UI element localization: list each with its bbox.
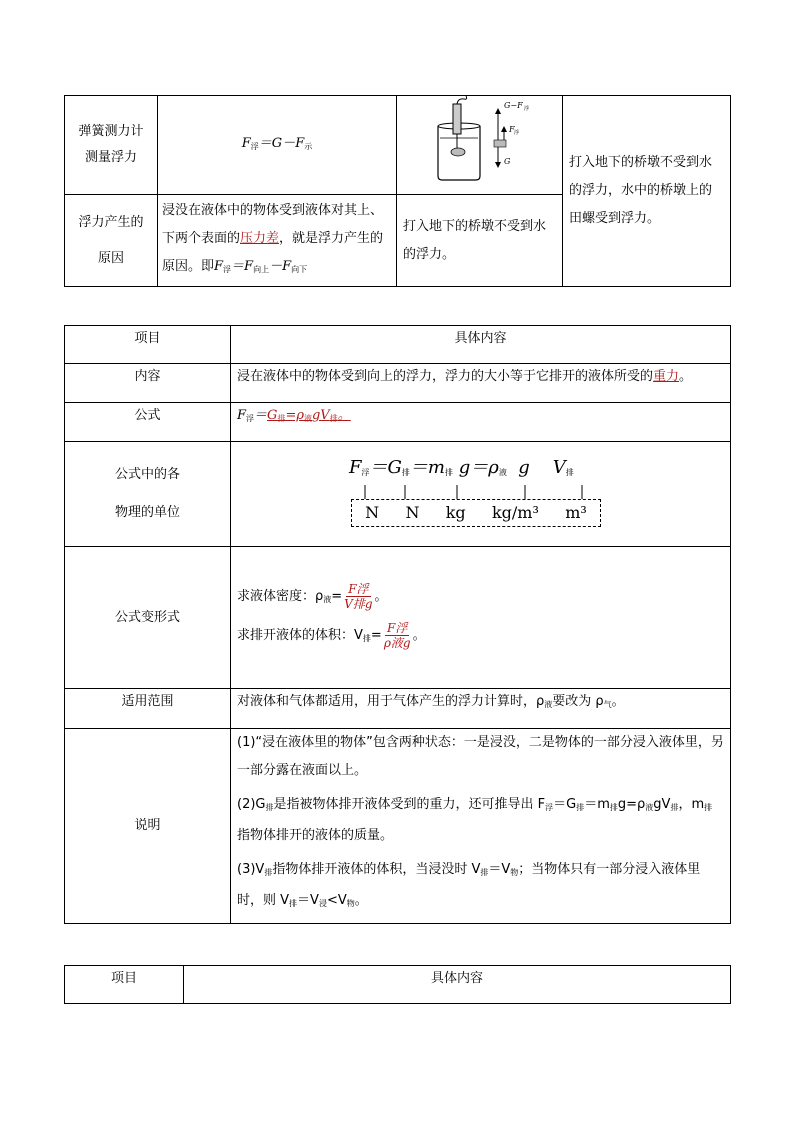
table-archimedes xyxy=(64,325,731,924)
right-note xyxy=(563,96,731,287)
unit-volume: m³ xyxy=(565,502,587,522)
header-content: 具体内容 xyxy=(231,326,731,364)
label-formula: 公式 xyxy=(65,403,231,442)
note-text: 打入地下的桥墩不受到水的浮力。 xyxy=(403,218,547,262)
scope-text: 对液体和气体都适用，用于气体产生的浮力计算时，$\rho_液$要改为 $\rho_气$。 xyxy=(231,689,731,729)
label-line-2: 测量浮力 xyxy=(84,150,137,165)
units-formula: $F_浮=G_排=m_排$ $g=\rho_液$ g $V_排$ xyxy=(349,456,574,478)
svg-text:F: F xyxy=(508,125,515,134)
origin-text xyxy=(158,195,397,287)
notes-cell xyxy=(231,729,731,924)
unit-ticks xyxy=(349,485,609,499)
header-content: 具体内容 xyxy=(184,966,731,1004)
label-line-1: 公式中的各 xyxy=(114,467,180,482)
label-transform: 公式变形式 xyxy=(65,547,231,689)
label-line-2: 物理的单位 xyxy=(114,505,180,520)
note-text: 打入地下的桥墩不受到水的浮力，水中的桥墩上的田螺受到浮力。 xyxy=(569,155,713,226)
density-formula: 求液体密度：$\rho_液=$ $\frac{\text{F浮}}{\text{V排g}}$ 。 xyxy=(237,581,388,611)
table-buoyancy-measure xyxy=(64,95,731,287)
svg-text:浮: 浮 xyxy=(513,130,519,136)
header-item: 项目 xyxy=(65,966,184,1004)
figure-cell xyxy=(397,96,563,195)
label-buoyancy-origin xyxy=(65,195,158,287)
svg-text:G−F: G−F xyxy=(503,101,523,110)
volume-formula: 求排开液体的体积：$V_排=$ $\frac{\text{F浮}}{\text{ρ液g}}$ 。 xyxy=(237,620,426,650)
fraction-density: $\frac{\text{F浮}}{\text{V排g}}$ xyxy=(344,581,373,611)
content-text: 浸在液体中的物体受到向上的浮力，浮力的大小等于它排开的液体所受的重力。 xyxy=(231,364,731,403)
label-spring-scale xyxy=(65,96,158,195)
fraction-volume: $\frac{\text{F浮}}{\text{ρ液g}}$ xyxy=(383,620,411,650)
header-item: 项目 xyxy=(65,326,231,364)
units-box xyxy=(351,499,601,527)
label-notes: 说明 xyxy=(65,729,231,924)
spring-scale-figure xyxy=(420,96,540,184)
unit-n-2: N xyxy=(405,502,420,522)
note-2: $(2)G_排$是指被物体排开液体受到的重力，还可推导出 $F_浮=G_排=m_排g=\rho_液gV_排$，$m_排$指物体排开的液体的质量。 xyxy=(237,797,713,843)
label-line-1: 弹簧测力计 xyxy=(78,124,144,139)
formula-spring-scale xyxy=(158,96,397,195)
table-next xyxy=(64,965,731,1004)
label-content: 内容 xyxy=(65,364,231,403)
units-diagram xyxy=(231,442,731,547)
transform-cell xyxy=(231,547,731,689)
unit-n-1: N xyxy=(365,502,380,522)
svg-text:G: G xyxy=(503,157,510,166)
svg-text:浮: 浮 xyxy=(523,106,529,112)
unit-density: kg/m³ xyxy=(491,502,539,522)
label-line-1: 浮力产生的 xyxy=(78,214,144,230)
label-scope: 适用范围 xyxy=(65,689,231,729)
formula-text: $F_浮=G-F_示$ xyxy=(241,135,313,151)
origin-paragraph: 浸没在液体中的物体受到液体对其上、下两个表面的压力差，就是浮力产生的原因。即$F_浮=F_{向上}-F_{向下}$ xyxy=(162,203,384,274)
note-1: (1)“浸在液体里的物体”包含两种状态：一是浸没，二是物体的一部分浸入液体里，另一部分露在液面以上。 xyxy=(237,735,724,778)
label-units xyxy=(65,442,231,547)
label-line-2: 原因 xyxy=(97,250,124,266)
formula-cell: $F_浮=G_排=\rho_液gV_排$。 xyxy=(231,403,731,442)
origin-note xyxy=(397,195,563,287)
unit-kg: kg xyxy=(445,502,466,522)
note-3: $(3)V_排$指物体排开液体的体积，当浸没时 $V_排=V_物$；当物体只有一部分浸入液体里时，则 $V_排=V_浸<V_物$。 xyxy=(237,862,701,908)
